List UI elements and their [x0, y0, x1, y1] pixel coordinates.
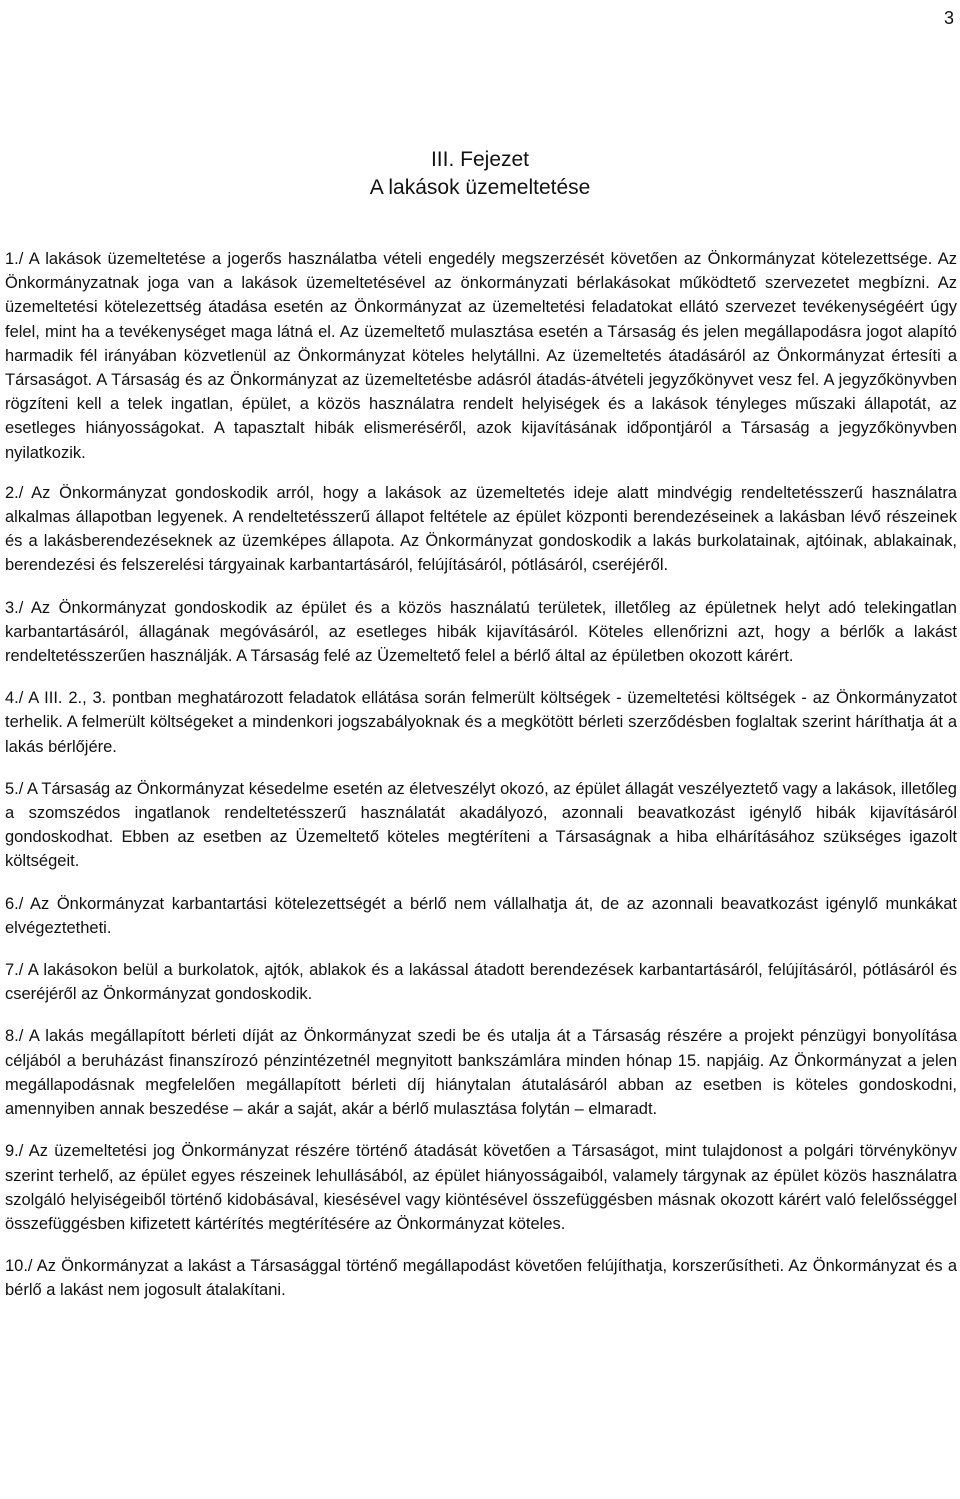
paragraph-3: 3./ Az Önkormányzat gondoskodik az épület és a közös használatú területek, illetőleg az épületnek helyt adó telekingatlan karbantartásáról, állagának megóvásáról, az esetleges hibák kijavításáról. Köteles ellenőrizni azt, hogy a bérlők a lakást rendeltetésszerűen használják. A Társaság felé az Üzemeltető felel a bérlő által az épületben okozott kárért. — [5, 598, 957, 666]
document-body — [5, 247, 957, 1303]
chapter-title: A lakások üzemeltetése — [369, 176, 591, 199]
paragraph-7: 7./ A lakásokon belül a burkolatok, ajtók, ablakok és a lakással átadott berendezések karbantartásáról, felújításáról, pótlásáról és cseréjéről az Önkormányzat gondoskodik. — [5, 961, 957, 1004]
paragraph-5: 5./ A Társaság az Önkormányzat késedelme esetén az életveszélyt okozó, az épület állagát veszélyeztető vagy a lakások, illetőleg a szomszédos ingatlanok rendeltetésszerű használatát akadályozó, azonnali beavatkozást igénylő hibák kijavításáról gondoskodhat. Ebben az esetben az Üzemeltető köteles megtéríteni a Társaságnak a hiba elhárításához szükséges igazolt költségeit. — [5, 779, 957, 871]
chapter-number: III. Fejezet — [430, 148, 530, 171]
paragraph-8: 8./ A lakás megállapított bérleti díját az Önkormányzat szedi be és utalja át a Társaság részére a projekt pénzügyi bonyolítása céljából a beruházást finanszírozó pénzintézetnél megnyitott bankszámlára minden hónap 15. napjáig. Az Önkormányzat a jelen megállapodásnak megfelelően megállapított bérleti díj hiánytalan átutalásáról abban az esetben is köteles gondoskodni, amennyiben annak beszedése – akár a saját, akár a bérlő mulasztása folytán – elmaradt. — [5, 1027, 957, 1119]
paragraph-9: 9./ Az üzemeltetési jog Önkormányzat részére történő átadását követően a Társaságot, mint tulajdonost a polgári törvénykönyv szerint terhelő, az épület egyes részeinek lehullásából, az épület hiányosságaiból, valamely tárgynak az épület közös használatra szolgáló helyiségeiből történő kidobásával, kiesésével vagy kiöntésével összefüggésben másnak okozott kárért való felelősséggel összefüggésben kifizetett kártérítés megtérítésére az Önkormányzat köteles. — [5, 1142, 957, 1233]
chapter-heading — [0, 146, 960, 202]
paragraph-4: 4./ A III. 2., 3. pontban meghatározott feladatok ellátása során felmerült költségek - üzemeltetési költségek - az Önkormányzatot terhelik. A felmerült költségeket a mindenkori jogszabályoknak és a megkötött bérleti szerződésben foglaltak szerint háríthatja át a lakás bérlőjére. — [5, 689, 957, 756]
paragraph-2: 2./ Az Önkormányzat gondoskodik arról, hogy a lakások az üzemeltetés ideje alatt mindvégig rendeltetésszerű használatra alkalmas állapotban legyenek. A rendeltetésszerű állapot feltétele az épület központi berendezéseinek a lakásban lévő részeinek és a lakásberendezéseknek az üzemképes állapota. Az Önkormányzat gondoskodik a lakás burkolatainak, ajtóinak, ablakainak, berendezési és felszerelési tárgyainak karbantartásáról, felújításáról, pótlásáról, cseréjéről. — [5, 483, 957, 575]
paragraph-1: 1./ A lakások üzemeltetése a jogerős használatba vételi engedély megszerzését követően az Önkormányzat kötelezettsége. Az Önkormányzatnak joga van a lakások üzemeltetésével az önkormányzati bérlakásokat működtető szervezetet megbízni. Az üzemeltetési kötelezettség átadása esetén az Önkormányzat az üzemeltetési feladatokat ellátó szervezet tevékenységéért úgy felel, mint ha a tevékenységet maga látná el. Az üzemeltető mulasztása esetén a Társaság és jelen megállapodásra jogot alapító harmadik fél irányában közvetlenül az Önkormányzat köteles helytállni. Az üzemeltetés átadásáról az Önkormányzat értesíti a Társaságot. A Társaság és az Önkormányzat az üzemeltetésbe adásról átadás-átvételi jegyzőkönyvet vesz fel. A jegyzőkönyvben rögzíteni kell a telek ingatlan, épület, a közös használatra rendelt helyiségek és a lakások tényleges műszaki állapotát, az esetleges hiányosságokat. A tapasztalt hibák elismeréséről, azok kijavításának időpontjáról a Társaság a jegyzőkönyvben nyilatkozik. — [5, 250, 957, 462]
paragraph-10: 10./ Az Önkormányzat a lakást a Társasággal történő megállapodást követően felújíthatja, korszerűsítheti. Az Önkormányzat és a bérlő a lakást nem jogosult átalakítani. — [5, 1257, 957, 1300]
page-number: 3 — [943, 8, 954, 28]
paragraph-6: 6./ Az Önkormányzat karbantartási kötelezettségét a bérlő nem vállalhatja át, de az azonnali beavatkozást igénylő munkákat elvégeztetheti. — [5, 894, 957, 937]
